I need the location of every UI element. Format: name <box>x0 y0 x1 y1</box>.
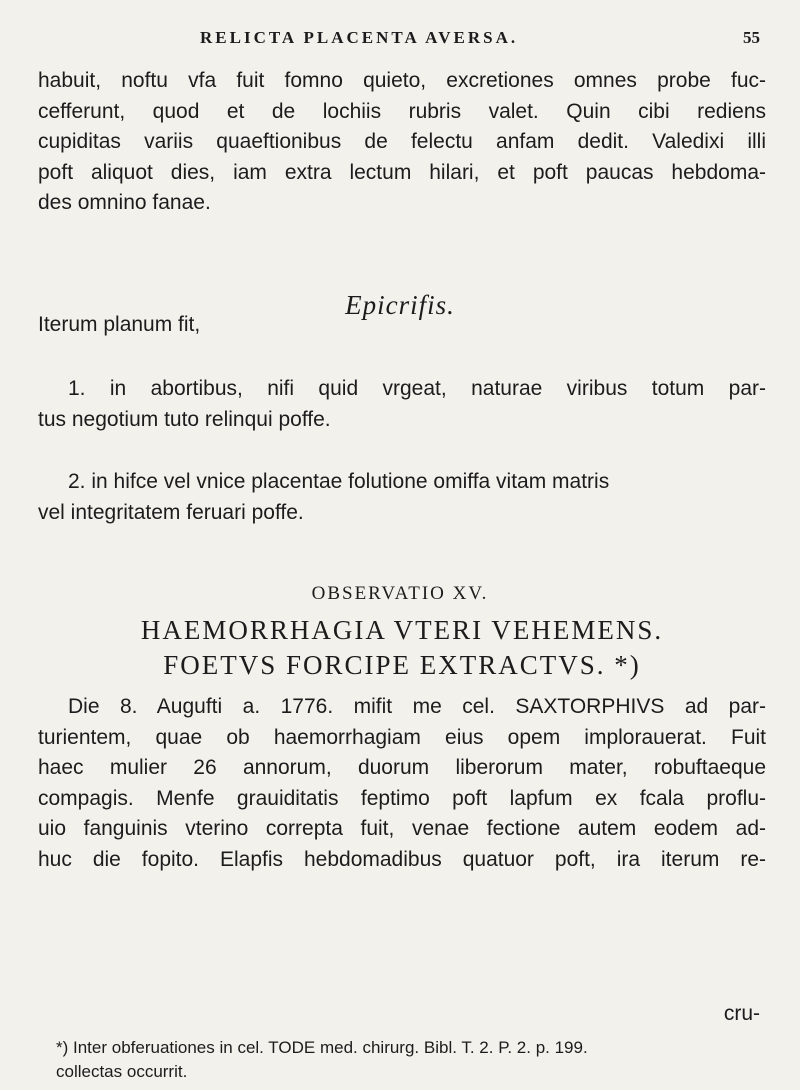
observation-title-line-2: FOETVS FORCIPE EXTRACTVS. *) <box>163 650 641 680</box>
catchword: cru- <box>723 1002 760 1025</box>
observation-label: OBSERVATIO XV. <box>311 583 489 604</box>
text-line: uio fanguinis vterino correpta fuit, venae fectione autem eodem ad- <box>38 817 766 840</box>
page-number: 55 <box>743 28 760 47</box>
text-line: Die 8. Augufti a. 1776. mifit me cel. SAXTORPHIVS ad par- <box>68 695 766 718</box>
epicrisis-intro <box>38 310 766 341</box>
text-line: tus negotium tuto relinqui poffe. <box>38 407 331 431</box>
text-line: turientem, quae ob haemorrhagiam eius opem implorauerat. Fuit <box>38 725 766 749</box>
text-line: haec mulier 26 annorum, duorum liberorum mater, robuftaeque <box>38 756 766 779</box>
epicrisis-item-1 <box>38 374 766 435</box>
text-line: 2. in hifce vel vnice placentae folutione omiffa vitam matris <box>68 470 610 493</box>
text-line: 1. in abortibus, nifi quid vrgeat, naturae viribus totum par- <box>68 377 766 400</box>
text-line: des omnino fanae. <box>38 191 211 214</box>
footnote-line: *) Inter obferuationes in cel. TODE med. chirurg. Bibl. T. 2. P. 2. p. 199. <box>56 1038 588 1057</box>
epicrisis-heading: Epicrifis. <box>345 290 455 320</box>
text-line: habuit, noftu vfa fuit fomno quieto, excretiones omnes probe fuc- <box>38 69 766 92</box>
text-line: vel integritatem feruari poffe. <box>38 500 304 524</box>
text-line: cefferunt, quod et de lochiis rubris valet. Quin cibi rediens <box>38 99 766 123</box>
epicrisis-item-2 <box>38 467 766 528</box>
text-line: poft aliquot dies, iam extra lectum hilari, et poft paucas hebdoma- <box>38 160 766 184</box>
observation-body <box>38 692 766 875</box>
footnote <box>56 1036 766 1084</box>
text-line: Iterum planum fit, <box>38 313 201 336</box>
paragraph-opening <box>38 66 766 219</box>
observation-title-line-1: HAEMORRHAGIA VTERI VEHEMENS. <box>140 615 664 645</box>
footnote-line: collectas occurrit. <box>56 1062 188 1081</box>
text-line: cupiditas variis quaeftionibus de felectu anfam dedit. Valedixi illi <box>38 130 766 153</box>
text-line: compagis. Menfe grauiditatis feptimo poft lapfum ex fcala proflu- <box>38 786 766 810</box>
running-head: RELICTA PLACENTA AVERSA. <box>200 28 519 47</box>
text-line: huc die fopito. Elapfis hebdomadibus quatuor poft, ira iterum re- <box>38 847 766 871</box>
